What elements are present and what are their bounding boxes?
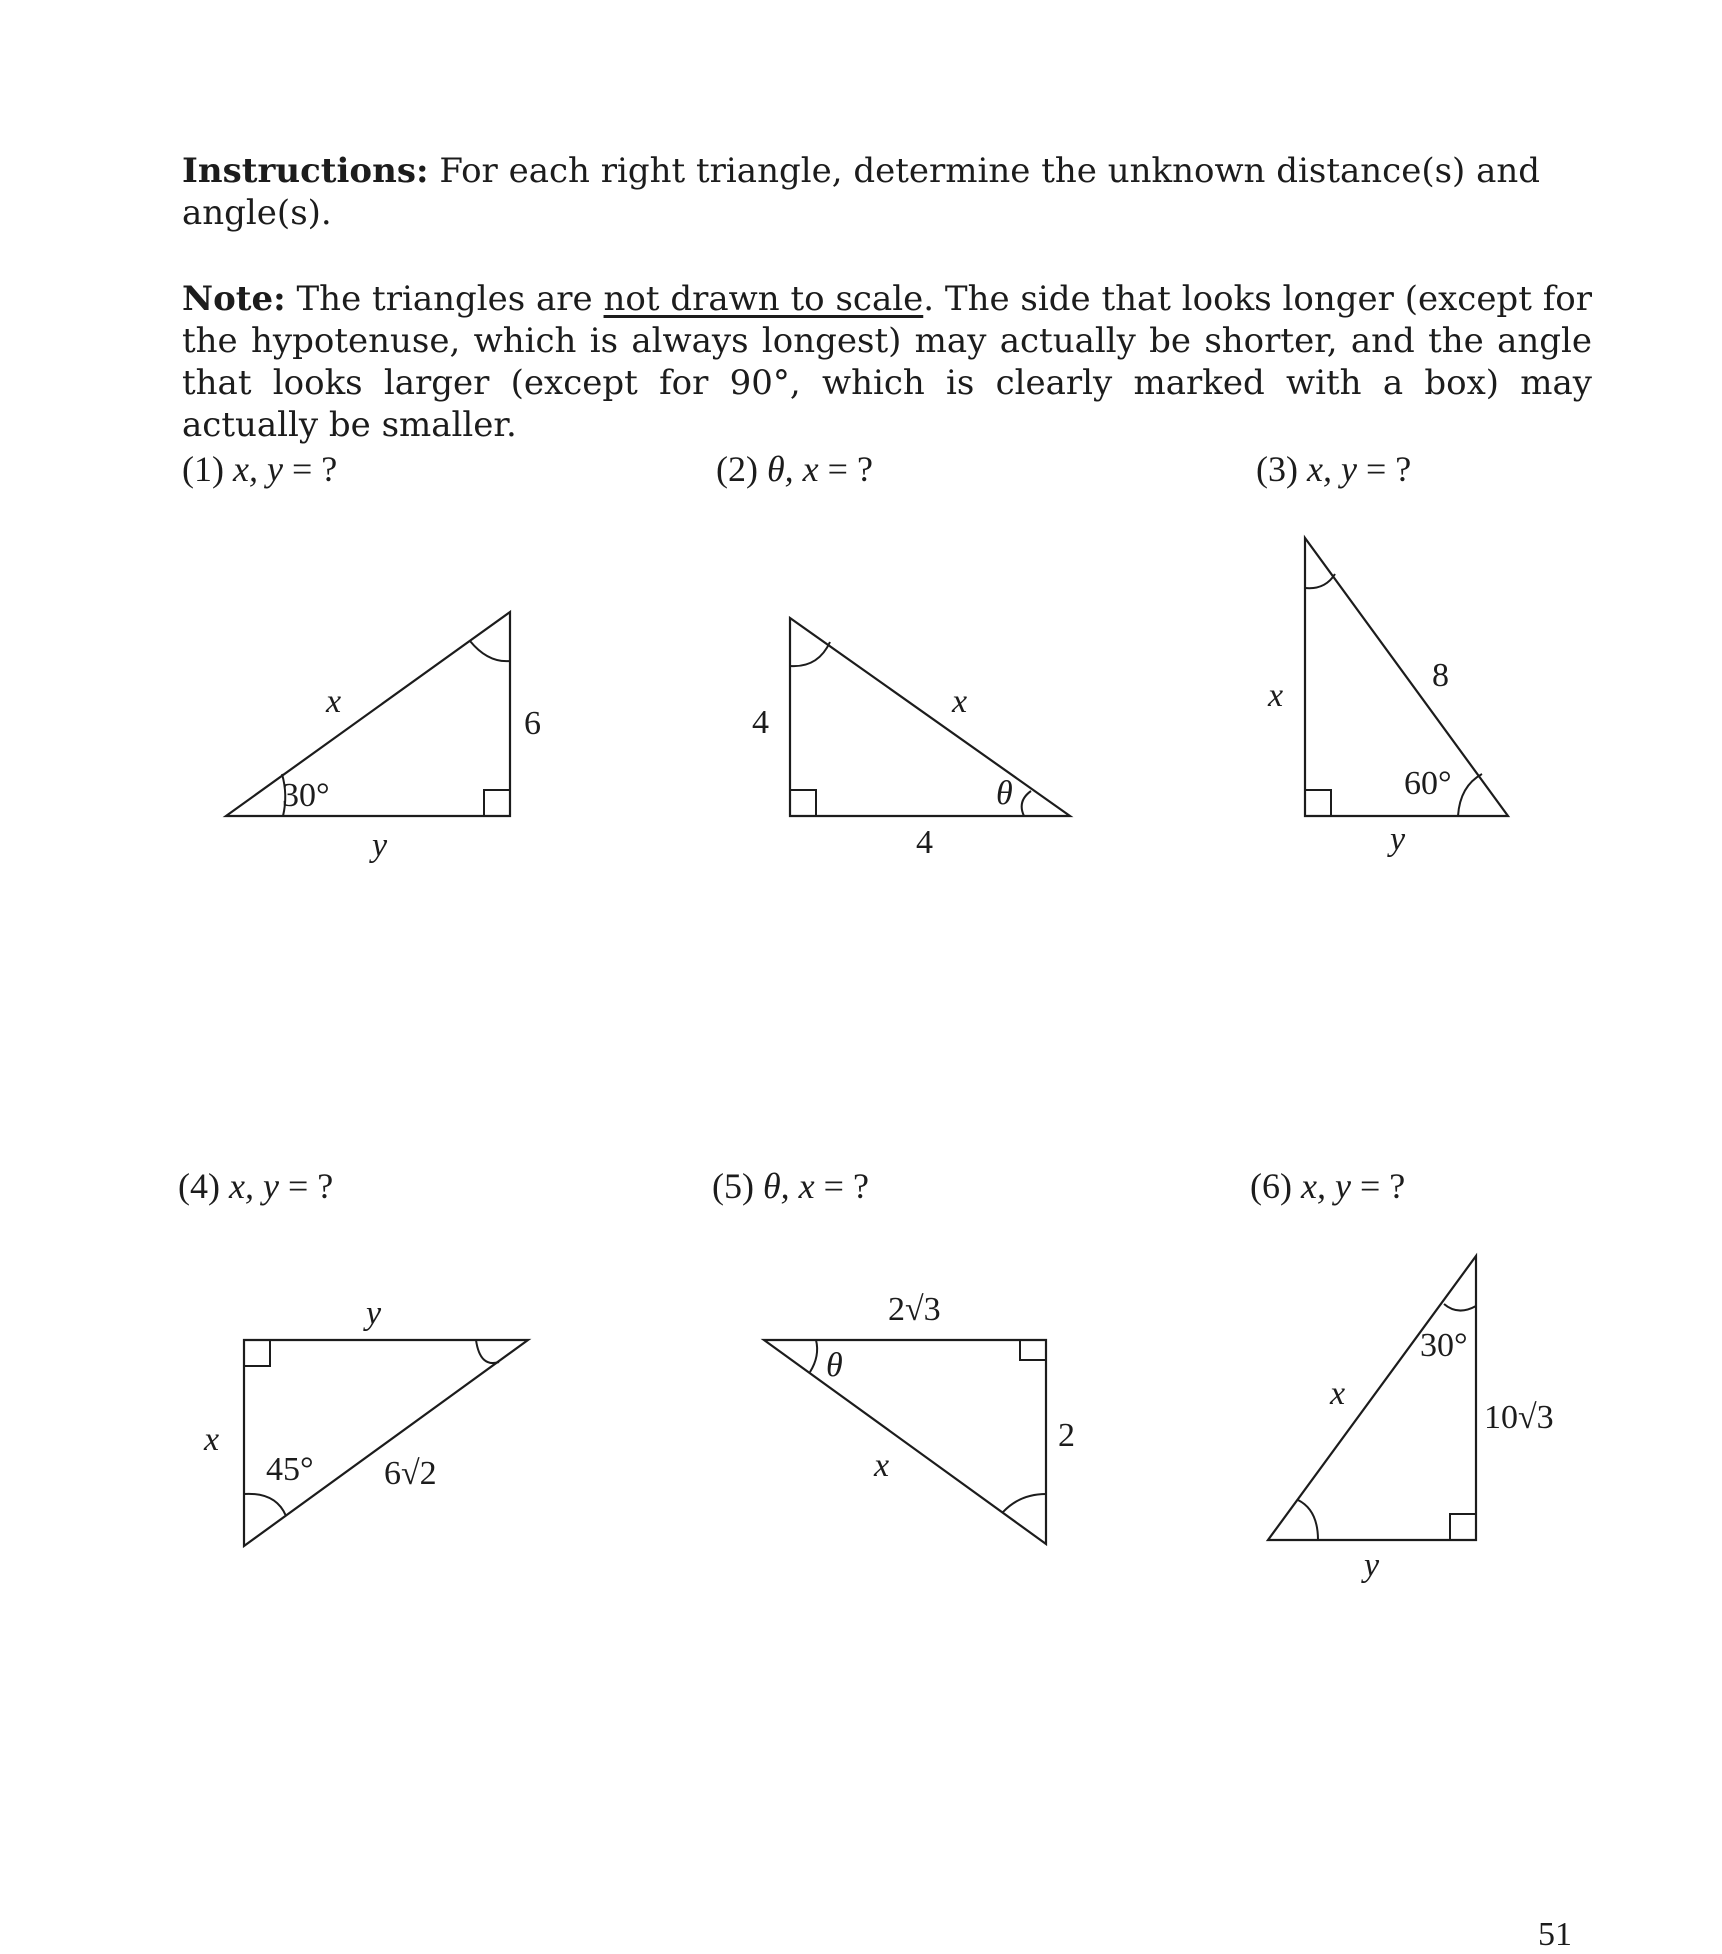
triangle-5-angle-arc-theta [810,1340,817,1372]
triangle-5-right-label: 2 [1058,1417,1075,1454]
triangle-2-left-label: 4 [752,704,769,741]
triangle-2-bottom-label: 4 [916,824,933,861]
triangle-1 [226,612,541,864]
problem-4-number: (4) [178,1166,220,1206]
instructions-text: For each right triangle, determine the unknown distance(s) and angle(s). [182,151,1541,233]
triangle-5 [764,1291,1075,1544]
triangle-3-angle-arc-60 [1458,774,1482,816]
problem-6-number: (6) [1250,1166,1292,1206]
note-label: Note: [182,279,286,319]
problem-4-ask: = ? [287,1166,334,1206]
triangle-2-angle-arc-theta [1022,791,1031,816]
triangle-1-angle-arc-top [470,641,510,661]
triangle-5-right-angle-mark [1020,1340,1046,1360]
problem-5-unknowns: θ, x [762,1166,815,1206]
problem-1-ask: = ? [291,449,338,489]
triangle-6-right-label: 10√3 [1484,1399,1554,1436]
triangle-6-angle-label: 30° [1420,1327,1468,1364]
triangle-6-bottom-label: y [1364,1547,1380,1584]
triangle-3-angle-arc-top [1305,574,1335,588]
triangle-2-outline [790,618,1070,816]
problem-3-unknowns: x, y [1306,449,1357,489]
problem-2-unknowns: θ, x [766,449,819,489]
triangle-1-angle-label: 30° [282,777,330,814]
problem-6-ask: = ? [1359,1166,1406,1206]
triangle-4-right-angle-mark [244,1340,270,1366]
instructions-label: Instructions: [182,151,429,191]
triangle-5-top-label: 2√3 [888,1291,941,1328]
problem-3-number: (3) [1256,449,1298,489]
triangle-5-outline [764,1340,1046,1544]
page-number: 51 [1538,1916,1572,1953]
problem-6-unknowns: x, y [1300,1166,1351,1206]
problem-4-unknowns: x, y [228,1166,279,1206]
note-text-after: . The side that looks longer (except for the hypotenuse, which is always longest) may actually be shorter, and the angle that looks larger (except for 90°, which is clearly marked with a box) may actually be smaller. [182,279,1593,445]
note-underlined: not drawn to scale [603,279,924,319]
triangle-4-angle-arc-45 [244,1494,286,1516]
triangle-3-left-label: x [1268,677,1284,714]
triangle-2-right-angle-mark [790,790,816,816]
triangle-6-angle-arc-bottom [1298,1500,1318,1540]
triangle-3-angle-label: 60° [1404,765,1452,802]
triangle-3-right-angle-mark [1305,790,1331,816]
triangle-5-angle-arc-bottom [1003,1494,1046,1512]
triangle-2 [752,618,1070,861]
triangle-2-angle-arc-top [790,642,830,666]
triangle-6-right-angle-mark [1450,1514,1476,1540]
problem-5-ask: = ? [823,1166,869,1206]
triangle-3-hyp-label: 8 [1432,657,1449,694]
triangle-4-angle-arc-right [476,1340,499,1363]
triangle-4 [203,1295,528,1546]
problem-2-ask: = ? [827,449,873,489]
triangle-5-hyp-label: x [874,1447,890,1484]
triangle-3 [1267,538,1508,858]
problem-5-number: (5) [712,1166,754,1206]
triangle-5-angle-label: θ [826,1347,843,1384]
triangle-3-bottom-label: y [1390,821,1406,858]
triangle-4-top-label: y [366,1295,382,1332]
triangle-6 [1268,1256,1554,1584]
triangle-6-angle-arc-30 [1444,1304,1476,1311]
triangle-6-outline [1268,1256,1476,1540]
triangle-1-vertical-label: 6 [524,705,541,742]
triangle-1-right-angle-mark [484,790,510,816]
problem-2-number: (2) [716,449,758,489]
problem-1-number: (1) [182,449,224,489]
triangle-4-hyp-label: 6√2 [384,1455,437,1492]
triangle-1-outline [226,612,510,816]
triangle-2-hyp-label: x [952,683,968,720]
problem-1-unknowns: x, y [232,449,283,489]
triangle-4-left-label: x [204,1421,220,1458]
triangle-6-hyp-label: x [1330,1375,1346,1412]
triangle-4-angle-label: 45° [266,1451,314,1488]
problem-3-ask: = ? [1365,449,1412,489]
triangle-1-hyp-label: x [326,683,342,720]
note-text-before: The triangles are [296,279,593,319]
triangle-1-bottom-label: y [372,827,388,864]
triangle-2-angle-label: θ [996,775,1013,812]
